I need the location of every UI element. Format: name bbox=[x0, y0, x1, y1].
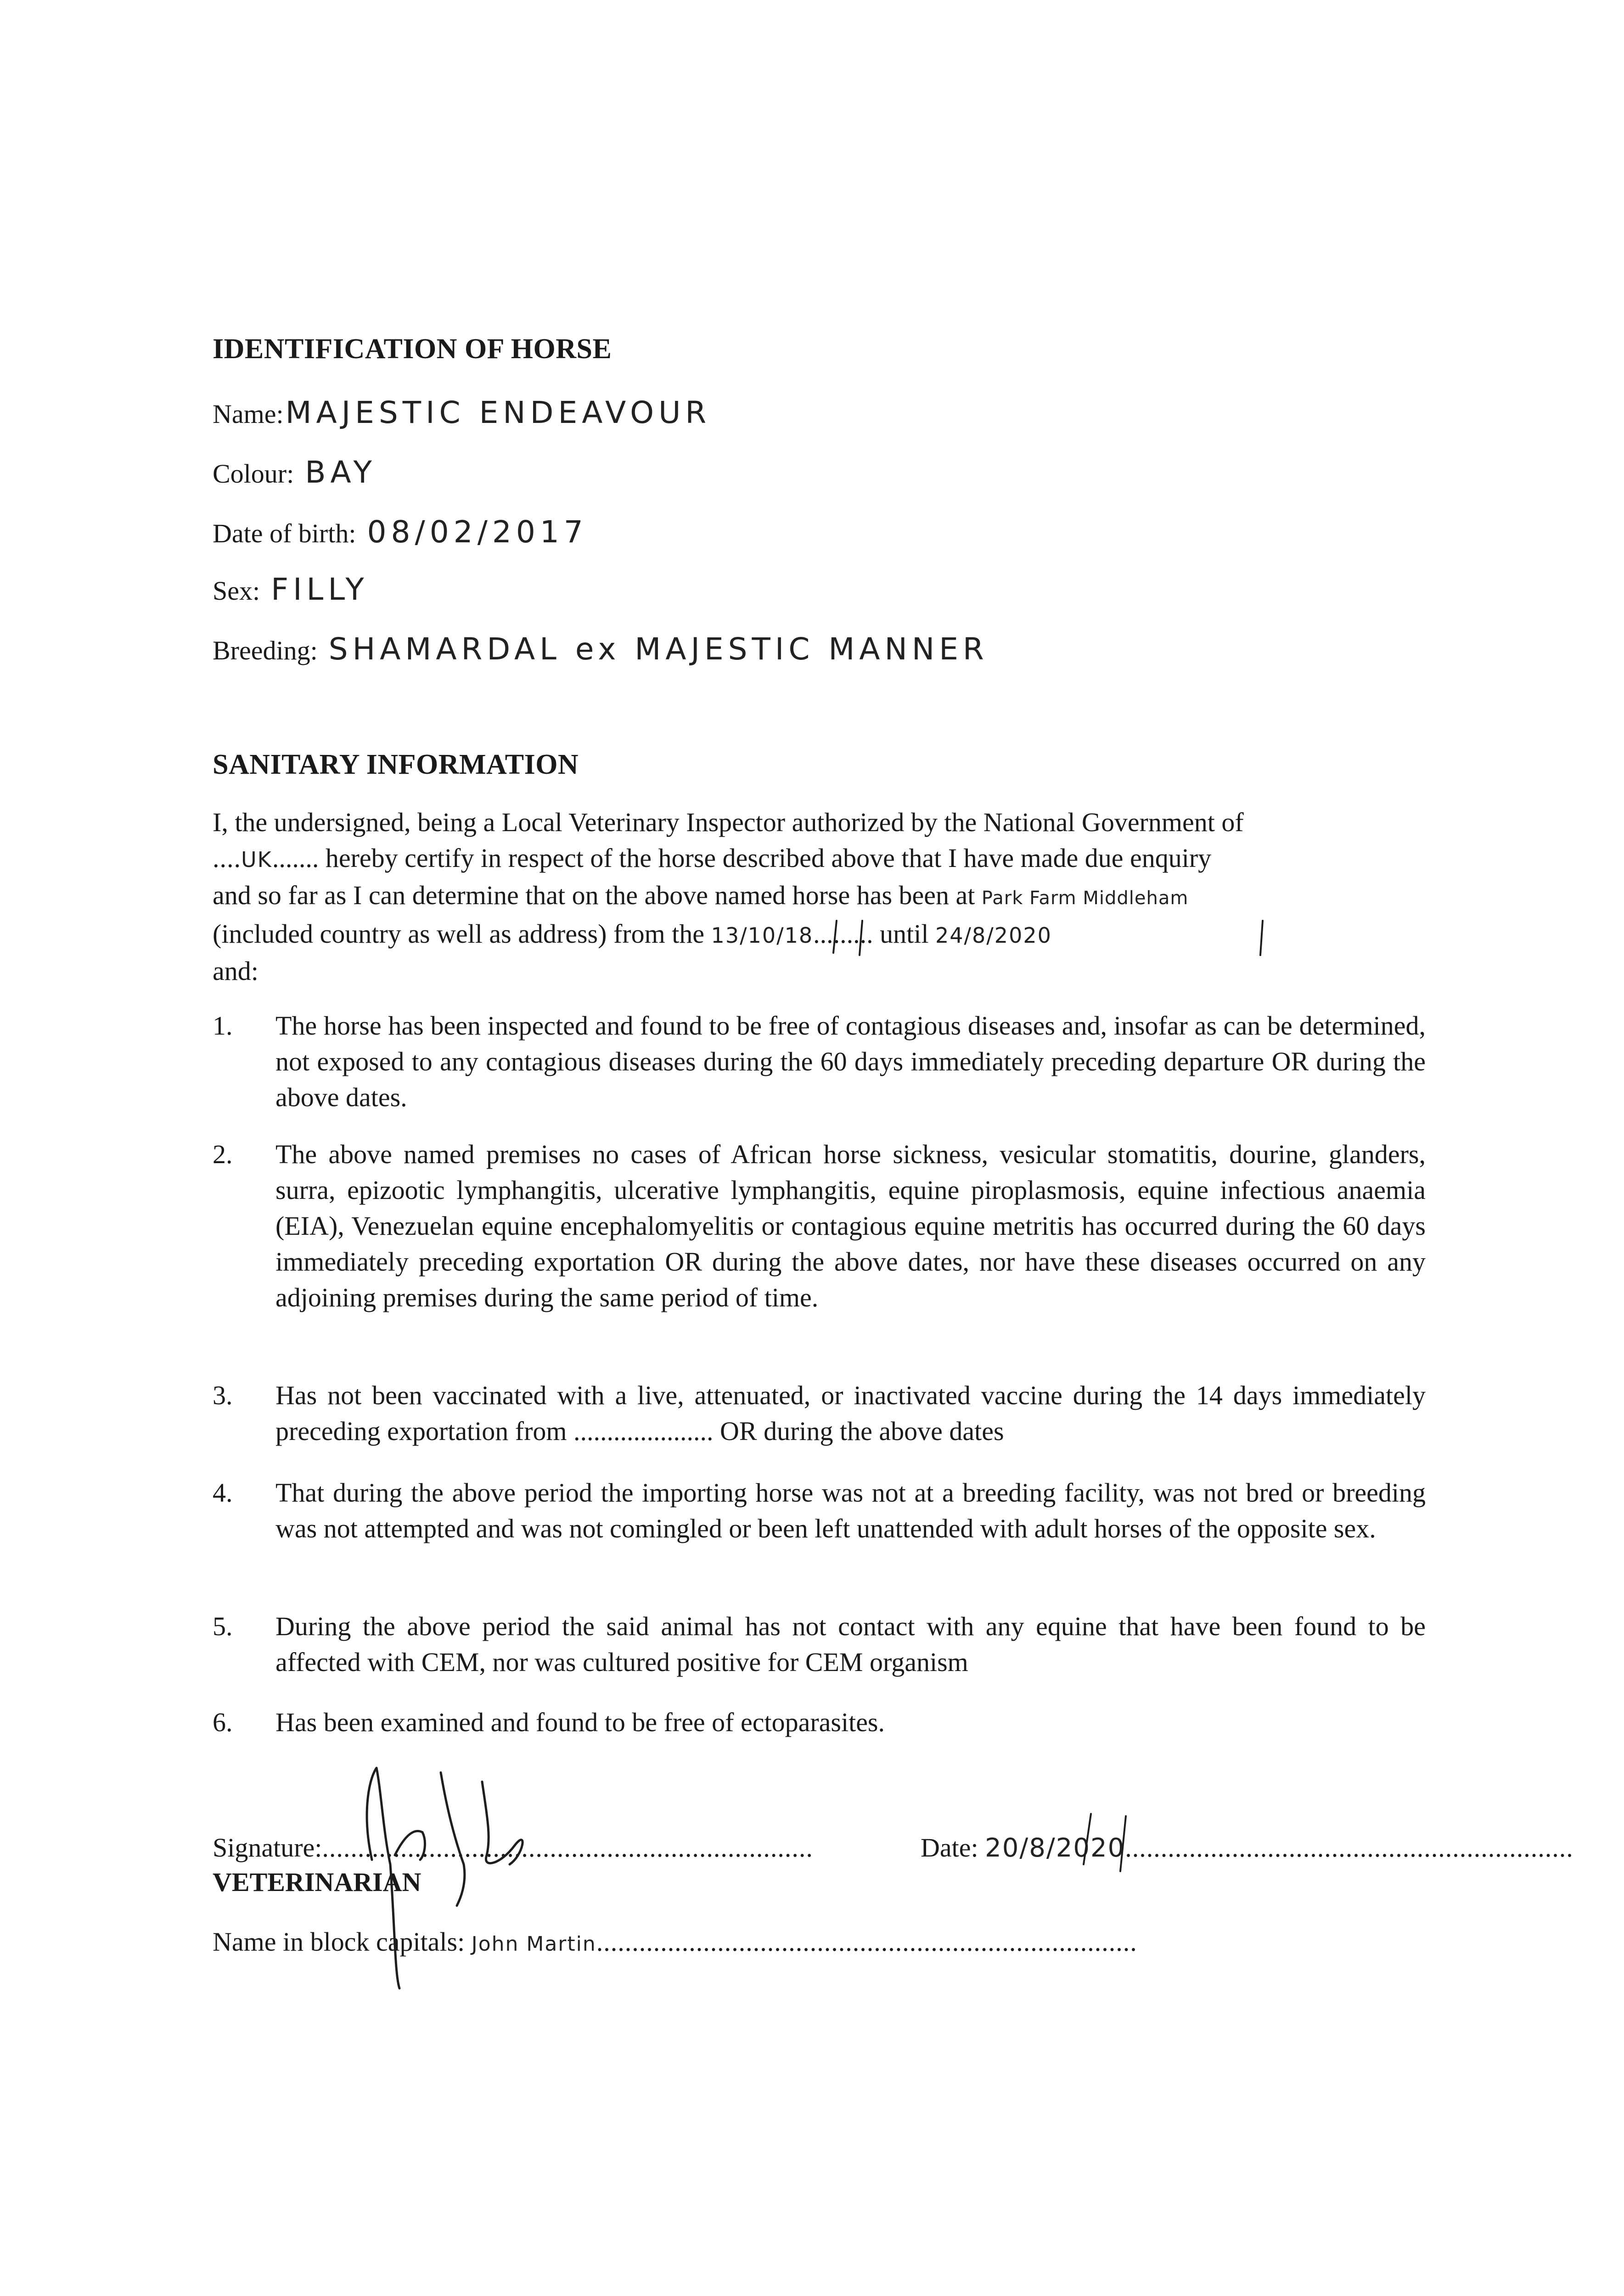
intro-line-5: and: bbox=[213, 956, 258, 986]
address-value: Park Farm Middleham bbox=[981, 888, 1189, 909]
until-date-value: 24/8/2020 bbox=[935, 923, 1052, 948]
block-capitals-line: ............................................................................ bbox=[596, 1927, 1137, 1957]
dob-value: 08/02/2017 bbox=[367, 514, 588, 550]
premises-text: and so far as I can determine that on the above named horse has been at bbox=[213, 880, 975, 910]
sanitary-heading: SANITARY INFORMATION bbox=[213, 749, 579, 780]
signature-label: Signature: bbox=[213, 1833, 322, 1863]
colour-label: Colour: bbox=[213, 459, 294, 489]
item-6-text: Has been examined and found to be free of ectoparasites. bbox=[275, 1707, 885, 1737]
from-label: (included country as well as address) from the bbox=[213, 919, 705, 949]
until-label: ......... until bbox=[813, 919, 929, 949]
country-value: UK bbox=[241, 847, 272, 872]
date-line: ............................................................... bbox=[1125, 1833, 1573, 1863]
intro-line-1: I, the undersigned, being a Local Veterinary Inspector authorized by the National Government of bbox=[213, 807, 1244, 837]
breeding-value: SHAMARDAL ex MAJESTIC MANNER bbox=[328, 631, 989, 667]
item-6-number: 6. bbox=[213, 1707, 233, 1737]
veterinarian-label: VETERINARIAN bbox=[213, 1867, 421, 1897]
from-date-value: 13/10/18 bbox=[711, 923, 814, 948]
name-value: MAJESTIC ENDEAVOUR bbox=[285, 395, 711, 430]
item-1-number: 1. bbox=[213, 1011, 233, 1041]
date-label: Date: bbox=[921, 1833, 978, 1863]
dob-label: Date of birth: bbox=[213, 518, 356, 548]
item-4-number: 4. bbox=[213, 1478, 233, 1508]
item-3-text: Has not been vaccinated with a live, attenuated, or inactivated vaccine during the 14 days immediately preceding exportation from ..................... OR during the above dates bbox=[275, 1380, 1426, 1446]
breeding-label: Breeding: bbox=[213, 636, 318, 665]
block-capitals-value: John Martin bbox=[471, 1932, 596, 1956]
item-5-number: 5. bbox=[213, 1611, 233, 1641]
sex-label: Sex: bbox=[213, 576, 260, 606]
item-1-text: The horse has been inspected and found to be free of contagious diseases and, insofar as can be determined, not exposed to any contagious diseases during the 60 days immediately preceding departure OR during the above dates. bbox=[275, 1011, 1426, 1112]
colour-value: BAY bbox=[305, 455, 376, 490]
date-value: 20/8/2020 bbox=[985, 1833, 1125, 1863]
item-2-number: 2. bbox=[213, 1139, 233, 1169]
country-prefix-dots: .... bbox=[213, 843, 241, 873]
item-2-text: The above named premises no cases of African horse sickness, vesicular stomatitis, dourine, glanders, surra, epizootic lymphangitis, ulcerative lymphangitis, equine piroplasmosis, equine infectious anaemia (EIA), Venezuelan equine encephalomyelitis or contagious equine metritis has occurred during the 60 days immediately preceding exportation OR during the above dates, nor have these diseases occurred on any adjoining premises during the same period of time. bbox=[275, 1139, 1426, 1312]
item-4-text: That during the above period the importing horse was not at a breeding facility, was not bred or breeding was not attempted and was not comingled or been left unattended with adult horses of the opposite sex. bbox=[275, 1478, 1426, 1543]
item-5-text: During the above period the said animal has not contact with any equine that have been found to be affected with CEM, nor was cultured positive for CEM organism bbox=[275, 1611, 1426, 1677]
sex-value: FILLY bbox=[271, 572, 369, 607]
name-label: Name: bbox=[213, 399, 284, 429]
signature-line: ..................................................................... bbox=[322, 1833, 813, 1863]
block-capitals-label: Name in block capitals: bbox=[213, 1927, 465, 1957]
country-suffix: ....... hereby certify in respect of the horse described above that I have made due enquiry bbox=[272, 843, 1212, 873]
item-3-number: 3. bbox=[213, 1380, 233, 1410]
identification-heading: IDENTIFICATION OF HORSE bbox=[213, 333, 612, 365]
